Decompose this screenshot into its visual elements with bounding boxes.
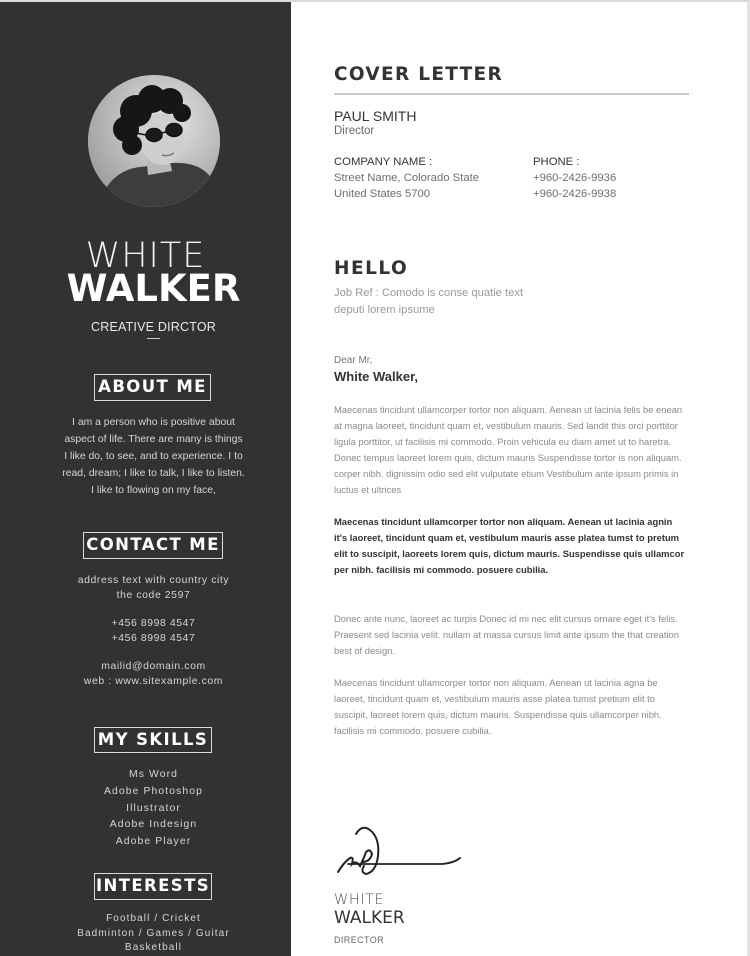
paragraph-bold: Maecenas tincidunt ullamcorper tortor non aliquam. Aenean ut lacinia agnin it's laoreet, tincidunt quam et, vestibulum mauris asse platea tumst to pretum elit to suscipit, laoreets lorem quis, dictum mauris. Suspendisse quis ullamcor per nibh. facilisis mi commodo. posuere cubilia. <box>334 516 685 575</box>
paragraph: Maecenas tincidunt ullamcorper tortor non aliquam. Aenean ut lacinia agna be laoreet, tincidunt quam et, vestibulum mauris asse platea tumst pretium elit to suscipit, laoreet lorem quis, dictum mauris. Suspendisse quis ullamcorper nibh. facilisis mi commodo. posuere cubilia. <box>334 677 662 736</box>
about-line: aspect of life. There are many is things <box>64 434 243 445</box>
paragraph: Maecenas tincidunt ullamcorper tortor non aliquam. Aenean ut lacinia felis be enean at magna laoreet, tincidunt quam et, vestibulum mauris. Sed landit this orci porttitor ligula porttitor, ut facilisis mi commodo. Proin vehicula eu diam amet ut to haretra. Donec tempus laoreet lorem quis, dictum mauris Suspendisse tortor is non aliquam. corper nibh. dignissim odio sed elit vulputate etium Vestibulum ante ipsum primis in luctus et ultrices <box>334 404 683 495</box>
recipient-role: Director <box>334 125 375 137</box>
spacer <box>0 646 307 660</box>
phone-number: +960-2426-9938 <box>533 188 617 200</box>
signature-role: DIRECTOR <box>334 935 385 945</box>
signature-icon <box>334 822 464 880</box>
website-link[interactable]: web : www.sitexample.com <box>83 675 224 687</box>
role-divider <box>147 338 160 339</box>
contact-details <box>0 574 307 689</box>
skill-item: Adobe Indesign <box>109 819 198 831</box>
interest-line: Football / Cricket <box>106 913 201 924</box>
about-line: I like do, to see, and to experience. I to <box>64 451 243 462</box>
about-line: I like to flowing on my face, <box>91 485 216 496</box>
spacer <box>0 603 307 617</box>
phone-info <box>533 154 616 202</box>
skill-item: Adobe Photoshop <box>103 785 204 797</box>
about-line: I am a person who is positive about <box>72 417 235 428</box>
skill-item: Adobe Player <box>115 836 192 848</box>
company-address-line: Street Name, Colorado State <box>334 172 480 184</box>
phone-number: +456 8998 4547 <box>111 632 196 644</box>
signature-first-name: WHITE <box>334 892 385 908</box>
page-title: COVER LETTER <box>334 64 504 85</box>
profile-photo <box>88 75 220 207</box>
job-reference <box>334 285 564 319</box>
company-address-line: United States 5700 <box>334 188 431 200</box>
skills-heading: MY SKILLS <box>94 727 212 753</box>
address-line: the code 2597 <box>116 589 191 601</box>
recipient-name: PAUL SMITH <box>334 108 417 124</box>
paragraph: Donec ante nunc, laoreet ac turpis Donec id mi nec elit cursus ornare eget it's felis. Praesent sed lacinia velit. nullam at massa cursus limit ante ipsum the that creation best of design. <box>334 613 679 656</box>
phone-number: +456 8998 4547 <box>111 618 196 629</box>
title-divider <box>334 93 689 95</box>
sidebar <box>0 2 291 956</box>
interest-line: Badminton / Games / Guitar <box>77 927 230 939</box>
salutation-name: White Walker, <box>334 369 419 384</box>
skill-item: Illustrator <box>126 802 181 814</box>
about-line: read, dream; I like to talk, I like to listen. <box>62 468 245 479</box>
name-first: WHITE <box>85 236 206 276</box>
skill-item: Ms Word <box>128 769 179 780</box>
phone-number: +960-2426-9936 <box>533 172 617 184</box>
job-ref-line: Job Ref : Comodo is conse quatie text <box>334 287 524 299</box>
email-link[interactable]: mailid@domain.com <box>101 661 206 672</box>
interest-line: Basketball <box>124 942 183 953</box>
company-info <box>334 154 479 202</box>
contact-heading: CONTACT ME <box>83 532 223 559</box>
profile-photo-icon <box>88 75 220 207</box>
phone-label: PHONE : <box>533 156 580 168</box>
greeting-heading: HELLO <box>334 258 409 279</box>
name-last: WALKER <box>66 267 241 310</box>
job-ref-line: deputi lorem ipsume <box>334 304 435 316</box>
skills-list <box>0 767 307 851</box>
address-line: address text with country city <box>77 575 230 586</box>
interests-heading: INTERESTS <box>94 873 212 900</box>
interests-list <box>0 912 307 956</box>
about-text <box>0 414 307 499</box>
company-label: COMPANY NAME : <box>334 156 433 168</box>
salutation: Dear Mr, <box>334 355 373 366</box>
signature-last-name: WALKER <box>334 908 405 928</box>
job-role: CREATIVE DIRCTOR <box>91 320 216 334</box>
about-heading: ABOUT ME <box>94 374 211 401</box>
